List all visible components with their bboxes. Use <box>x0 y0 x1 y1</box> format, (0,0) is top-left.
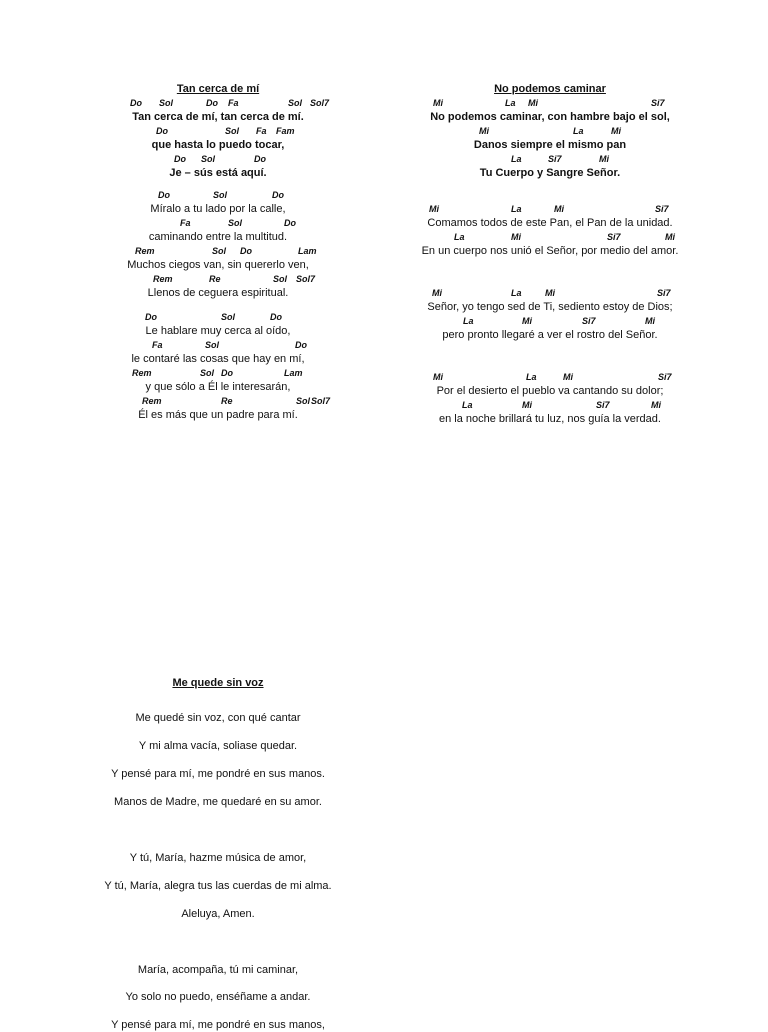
chord-label: Do <box>240 246 252 256</box>
chord-label: Mi <box>433 372 443 382</box>
lyric-line: Je – sús está aquí. <box>169 167 267 179</box>
lyric-line: Por el desierto el pueblo va cantando su dolor; <box>436 385 664 397</box>
chord-label: Mi <box>645 316 655 326</box>
song-body <box>60 690 376 1030</box>
chord-label: Sol <box>213 190 228 200</box>
lyric-line: caminando entre la multitud. <box>148 231 288 243</box>
chord-label: Mi <box>563 372 573 382</box>
chord-lyric-line <box>88 366 348 394</box>
chord-label: Sol <box>201 154 216 164</box>
lyric-line: Danos siempre el mismo pan <box>473 139 627 151</box>
chord-label: Sol <box>228 218 243 228</box>
chord-lyric-line <box>88 310 348 338</box>
chord-label: Si7 <box>548 154 562 164</box>
chord-label: Mi <box>522 400 532 410</box>
chord-row <box>405 152 695 166</box>
song-me-quede-sin-voz <box>60 676 376 1030</box>
chord-label: Sol <box>225 126 240 136</box>
chord-label: Si7 <box>658 372 672 382</box>
chord-lyric-line <box>405 124 695 152</box>
chord-lyric-line <box>405 152 695 180</box>
chord-label: Fa <box>180 218 191 228</box>
chord-lyric-line <box>88 216 348 244</box>
chord-label: Do <box>206 98 218 108</box>
lyric-line: Aleluya, Amen. <box>181 908 255 920</box>
chord-label: La <box>511 154 522 164</box>
chord-row <box>88 394 348 408</box>
chord-row <box>88 188 348 202</box>
chord-label: Fa <box>256 126 267 136</box>
chord-label: La <box>505 98 516 108</box>
chord-label: Sol <box>159 98 174 108</box>
chord-label: Si7 <box>582 316 596 326</box>
lyric-line: Muchos ciegos van, sin quererlo ven, <box>127 259 309 271</box>
chord-label: Mi <box>554 204 564 214</box>
chord-label: La <box>573 126 584 136</box>
chord-lyric-line <box>405 202 695 230</box>
chord-label: La <box>462 400 473 410</box>
chord-label: Sol <box>288 98 303 108</box>
chord-lyric-line <box>88 338 348 366</box>
chord-label: Sol <box>200 368 215 378</box>
chord-label: Si7 <box>596 400 610 410</box>
lyric-line: Y mi alma vacía, soliase quedar. <box>138 740 298 752</box>
lyric-line: No podemos caminar, con hambre bajo el sol, <box>430 111 670 123</box>
chord-label: Mi <box>433 98 443 108</box>
chord-label: Do <box>174 154 186 164</box>
chord-label: Rem <box>135 246 155 256</box>
chord-label: Mi <box>611 126 621 136</box>
chord-row <box>405 314 695 328</box>
chord-lyric-line <box>405 314 695 342</box>
chord-label: Mi <box>545 288 555 298</box>
lyric-line: Me quedé sin voz, con qué cantar <box>135 712 301 724</box>
song-body <box>88 96 348 456</box>
chord-label: Do <box>272 190 284 200</box>
chord-row <box>88 152 348 166</box>
chord-label: Do <box>221 368 233 378</box>
chord-lyric-line <box>88 96 348 124</box>
chord-row <box>405 96 695 110</box>
chord-lyric-line <box>88 188 348 216</box>
lyric-line: pero pronto llegaré a ver el rostro del Señor. <box>442 329 658 341</box>
chord-label: La <box>526 372 537 382</box>
chord-label: Mi <box>599 154 609 164</box>
chord-label: Do <box>156 126 168 136</box>
lyric-line: Tan cerca de mí, tan cerca de mí. <box>132 111 304 123</box>
chord-lyric-line <box>88 244 348 272</box>
lyric-line: Y tú, María, hazme música de amor, <box>129 852 307 864</box>
chord-lyric-line <box>405 96 695 124</box>
chord-label: Re <box>209 274 221 284</box>
chord-row <box>88 272 348 286</box>
chord-row <box>405 398 695 412</box>
song-body <box>405 96 695 456</box>
chord-label: Do <box>254 154 266 164</box>
lyric-line: Tu Cuerpo y Sangre Señor. <box>479 167 621 179</box>
chord-label: Sol <box>296 396 311 406</box>
chord-lyric-line <box>405 230 695 258</box>
chord-label: Si7 <box>651 98 665 108</box>
chord-label: Mi <box>429 204 439 214</box>
lyric-line: Y tú, María, alegra tus las cuerdas de mi alma. <box>104 880 332 892</box>
chord-label: Lam <box>284 368 303 378</box>
chord-label: Sol <box>221 312 236 322</box>
lyric-line: le contaré las cosas que hay en mí, <box>131 353 305 365</box>
chord-row <box>405 202 695 216</box>
chord-lyric-line <box>88 152 348 180</box>
song-title: No podemos caminar <box>494 83 606 95</box>
lyric-line: Le hablare muy cerca al oído, <box>145 325 291 337</box>
chord-label: Do <box>284 218 296 228</box>
chord-row <box>88 244 348 258</box>
chord-label: Lam <box>298 246 317 256</box>
chord-label: La <box>454 232 465 242</box>
chord-row <box>88 216 348 230</box>
lyric-line: En un cuerpo nos unió el Señor, por medio del amor. <box>421 245 679 257</box>
chord-label: Do <box>145 312 157 322</box>
chord-label: Re <box>221 396 233 406</box>
chord-label: Mi <box>522 316 532 326</box>
lyric-line: Señor, yo tengo sed de Ti, sediento estoy de Dios; <box>427 301 673 313</box>
chord-label: Sol <box>273 274 288 284</box>
chord-label: Do <box>158 190 170 200</box>
chord-label: Sol7 <box>311 396 331 406</box>
chord-label: Mi <box>665 232 675 242</box>
chord-row <box>88 124 348 138</box>
chord-lyric-line <box>88 124 348 152</box>
song-title: Me quede sin voz <box>172 677 264 689</box>
chord-label: Sol <box>212 246 227 256</box>
chord-label: Do <box>270 312 282 322</box>
chord-row <box>88 96 348 110</box>
chord-label: Do <box>295 340 307 350</box>
chord-lyric-line <box>405 398 695 426</box>
chord-label: Fam <box>276 126 295 136</box>
chord-label: Mi <box>432 288 442 298</box>
chord-label: Sol7 <box>310 98 330 108</box>
chord-label: Fa <box>152 340 163 350</box>
chord-row <box>405 124 695 138</box>
chord-label: Si7 <box>657 288 671 298</box>
song-tan-cerca-de-mi <box>88 82 348 456</box>
chord-label: Mi <box>528 98 538 108</box>
chord-label: Sol <box>205 340 220 350</box>
lyric-line: Míralo a tu lado por la calle, <box>150 203 286 215</box>
chord-label: Rem <box>132 368 152 378</box>
chord-label: La <box>463 316 474 326</box>
chord-lyric-line <box>88 272 348 300</box>
chord-row <box>405 370 695 384</box>
chord-row <box>88 310 348 324</box>
chord-label: Rem <box>142 396 162 406</box>
lyric-line: María, acompaña, tú mi caminar, <box>137 964 299 976</box>
chord-label: Si7 <box>607 232 621 242</box>
chord-lyric-line <box>405 370 695 398</box>
lyric-line: Y pensé para mí, me pondré en sus manos. <box>111 768 325 780</box>
song-title: Tan cerca de mí <box>176 83 260 95</box>
lyric-line: Él es más que un padre para mí. <box>138 409 298 421</box>
lyric-line: Manos de Madre, me quedaré en su amor. <box>114 796 322 808</box>
chord-label: Mi <box>651 400 661 410</box>
chord-label: Rem <box>153 274 173 284</box>
lyric-line: que hasta lo puedo tocar, <box>151 139 285 151</box>
lyric-line: Llenos de ceguera espiritual. <box>147 287 289 299</box>
lyric-line: Y pensé para mí, me pondré en sus manos, <box>111 1019 325 1031</box>
chord-label: Sol7 <box>296 274 316 284</box>
chord-label: Do <box>130 98 142 108</box>
chord-lyric-line <box>88 394 348 422</box>
chord-label: Si7 <box>655 204 669 214</box>
chord-label: Fa <box>228 98 239 108</box>
chord-row <box>88 366 348 380</box>
lyric-line: y que sólo a Él le interesarán, <box>145 381 291 393</box>
song-no-podemos-caminar <box>405 82 695 456</box>
lyric-line: Yo solo no puedo, enséñame a andar. <box>125 991 311 1003</box>
chord-label: La <box>511 204 522 214</box>
lyric-line: Comamos todos de este Pan, el Pan de la unidad. <box>427 217 673 229</box>
chord-label: La <box>511 288 522 298</box>
chord-row <box>405 286 695 300</box>
chord-row <box>88 338 348 352</box>
lyric-line: en la noche brillará tu luz, nos guía la verdad. <box>439 413 661 425</box>
chord-lyric-line <box>405 286 695 314</box>
chord-label: Mi <box>479 126 489 136</box>
chord-row <box>405 230 695 244</box>
chord-label: Mi <box>511 232 521 242</box>
